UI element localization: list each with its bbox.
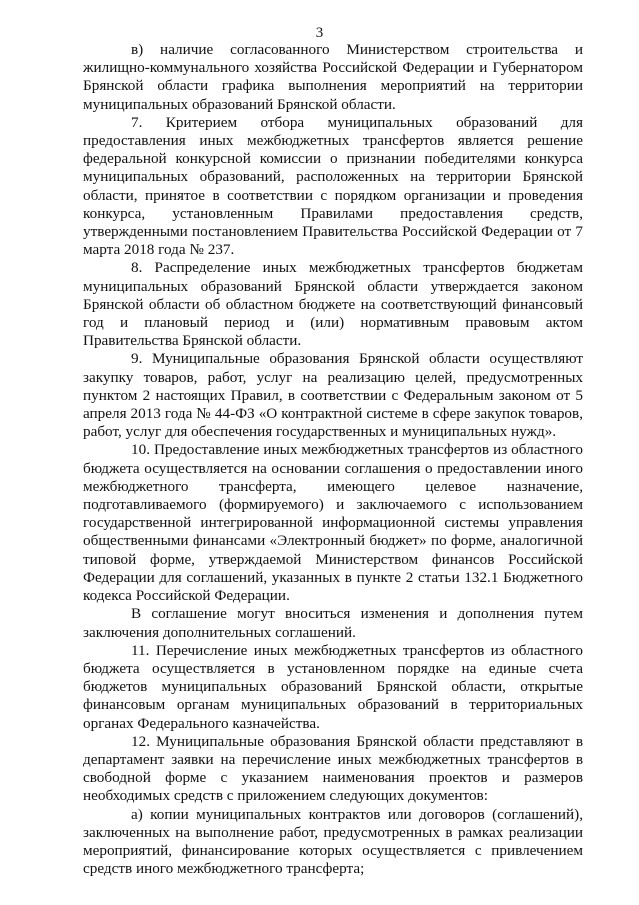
paragraph-11: 11. Перечисление иных межбюджетных трансфертов из областного бюджета осуществляется в установленном порядке на единые счета бюджетов муниципальных образований Брянской области, открытые финансовым органам муниципальных образований в территориальных органах Федерального казначейства. <box>83 641 583 732</box>
paragraph-12-item-a: а) копии муниципальных контрактов или договоров (соглашений), заключенных на выполнение работ, предусмотренных в рамках реализации мероприятий, финансирование которых осуществляется с привлечением средств иного межбюджетного трансферта; <box>83 805 583 878</box>
paragraph-item-v: в) наличие согласованного Министерством строительства и жилищно-коммунального хозяйства Российской Федерации и Губернатором Брянской области графика выполнения мероприятий на территории муниципальных образований Брянской области. <box>83 41 583 113</box>
document-body <box>83 41 583 878</box>
page-number: 3 <box>315 25 324 41</box>
paragraph-10: 10. Предоставление иных межбюджетных трансфертов из областного бюджета осуществляется на основании соглашения о предоставлении иного межбюджетного трансферта, имеющего целевое назначение, подготавливаемого (формируемого) и заключаемого с использованием государственной интегрированной информационной системы управления общественными финансами «Электронный бюджет» по форме, аналогичной типовой форме, утверждаемой Министерством финансов Российской Федерации для соглашений, указанных в пункте 2 статьи 132.1 Бюджетного кодекса Российской Федерации. <box>83 441 583 605</box>
paragraph-12: 12. Муниципальные образования Брянской области представляют в департамент заявки на перечисление иных межбюджетных трансфертов в свободной форме с указанием наименования проектов и размеров необходимых средств с приложением следующих документов: <box>83 732 583 805</box>
paragraph-10-amendments: В соглашение могут вноситься изменения и дополнения путем заключения дополнительных соглашений. <box>83 605 583 641</box>
paragraph-8: 8. Распределение иных межбюджетных трансфертов бюджетам муниципальных образований Брянской области утверждается законом Брянской области об областном бюджете на соответствующий финансовый год и плановый период и (или) нормативным правовым актом Правительства Брянской области. <box>83 259 583 350</box>
paragraph-7: 7. Критерием отбора муниципальных образований для предоставления иных межбюджетных трансфертов является решение федеральной конкурсной комиссии о признании победителями конкурса муниципальных образований, расположенных на территории Брянской области, принятое в соответствии с порядком организации и проведения конкурса, установленным Правилами предоставления средств, утвержденными постановлением Правительства Российской Федерации от 7 марта 2018 года № 237. <box>83 113 583 259</box>
paragraph-9: 9. Муниципальные образования Брянской области осуществляют закупку товаров, работ, услуг на реализацию целей, предусмотренных пунктом 2 настоящих Правил, в соответствии с Федеральным законом от 5 апреля 2013 года № 44-ФЗ «О контрактной системе в сфере закупок товаров, работ, услуг для обеспечения государственных и муниципальных нужд». <box>83 350 583 441</box>
